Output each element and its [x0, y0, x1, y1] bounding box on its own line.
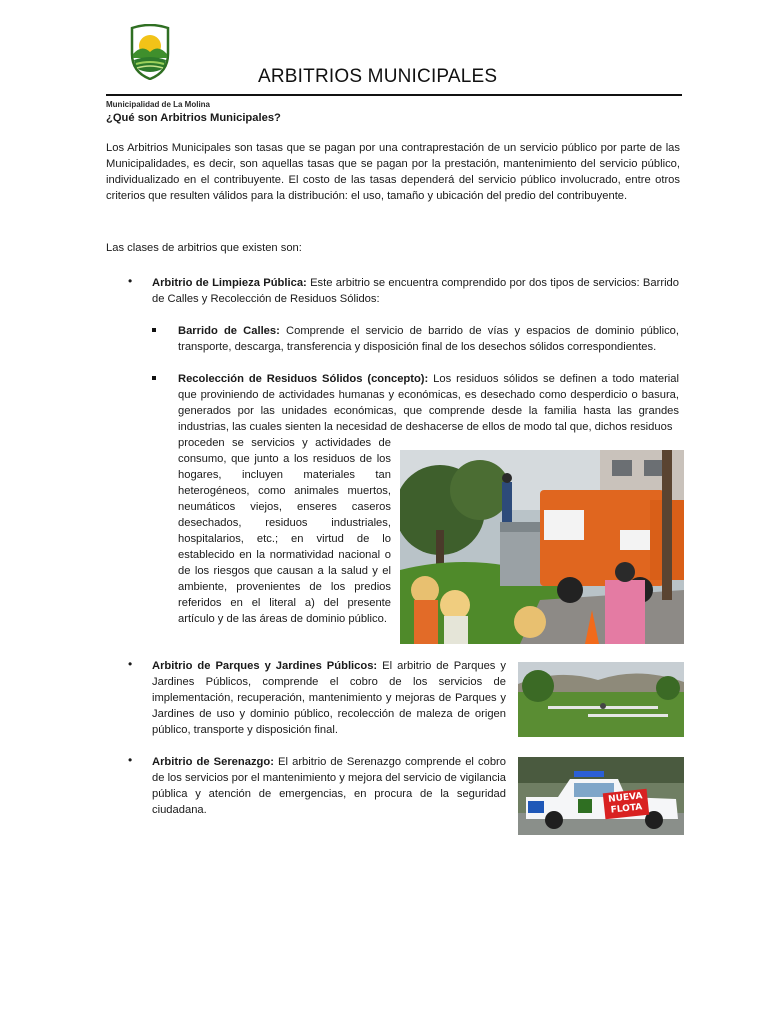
item-text: Comprende el servicio de barrido de vías y espacios de dominio público, transporte, descarga, transferencia y disposición final de los desechos sólidos correspondientes.	[178, 325, 680, 353]
intro-paragraph: Los Arbitrios Municipales son tasas que se pagan por una contraprestación de un servicio público por parte de las Municipalidades, es decir, son aquellas tasas que se pagan por la prestación, mantenimiento del servicio público, individualizado en el contribuyente. El costo de las tasas dependerá del servicio público involucrado, entre otros criterios que resulten válidos para la distribución: el uso, tamaño y ubicación del predio del contribuyente.	[106, 142, 680, 202]
item-title: Barrido de Calles:	[178, 325, 280, 337]
list-item-limpieza	[152, 275, 679, 307]
square-bullet-icon	[152, 328, 156, 332]
item-title: Recolección de Residuos Sólidos (concepto):	[178, 373, 429, 385]
item-text: Este arbitrio se encuentra comprendido por dos tipos de servicios: Barrido de Calles y Recolección de Residuos Sólidos:	[152, 277, 679, 305]
bullet-icon: •	[128, 753, 133, 767]
patrol-vehicle-photo	[518, 757, 684, 835]
patrol-sign-line2: FLOTA	[610, 802, 643, 816]
item-text: El arbitrio de Serenazgo comprende el cobro de los servicios por el mantenimiento y mejora del servicio de vigilancia pública y atención de emergencias, en procura de la seguridad ciudadana.	[152, 756, 506, 816]
intro-question: ¿Qué son Arbitrios Municipales?	[106, 112, 281, 124]
garbage-truck-photo	[400, 450, 684, 644]
list-item-parques	[152, 658, 506, 738]
item-title: Arbitrio de Serenazgo:	[152, 756, 274, 768]
recoleccion-continuation: proceden se servicios y actividades de consumo, que junto a los residuos de los hogares, incluyen materiales tan heterogéneos, como animales muertos, neumáticos viejos, enseres caseros desechados, residuos industriales, hospitalarios, etc.; en virtud de lo establecido en la normatividad nacional o de los riesgos que causan a la salud y el ambiente, provenientes de los predios referidos en el literal a) del presente artículo y de las áreas de dominio público.	[178, 437, 391, 625]
item-title: Arbitrio de Parques y Jardines Públicos:	[152, 660, 378, 672]
item-text: El arbitrio de Parques y Jardines Públicos, comprende el cobro de los servicios de implementación, recuperación, mantenimiento y mejoras de Parques y Jardines de uso y dominio público, recolección de maleza de origen público, transporte y disposición final.	[152, 660, 506, 736]
list-item-serenazgo	[152, 754, 506, 818]
logo-caption: Municipalidad de La Molina	[106, 100, 211, 109]
bullet-icon: •	[128, 274, 133, 288]
list-item-barrido	[178, 323, 679, 355]
list-item-recoleccion	[178, 371, 679, 435]
document-title: ARBITRIOS MUNICIPALES	[258, 66, 498, 87]
item-text: Los residuos sólidos se definen a todo material que proviniendo de actividades humanas y económicas, es desechado como desperdicio o basura, generados por las unidades económicas, que comprende desde la familia hasta las grandes industrias, las cuales sienten la necesidad de deshacerse de ellos de modo tal que, dichos residuos	[178, 373, 679, 433]
classes-lead: Las clases de arbitrios que existen son:	[106, 242, 302, 254]
shield-logo-icon	[128, 24, 172, 80]
municipality-logo	[106, 24, 211, 109]
bullet-icon: •	[128, 657, 133, 671]
square-bullet-icon	[152, 376, 156, 380]
patrol-sign-line1: NUEVA	[607, 791, 643, 805]
park-photo	[518, 662, 684, 737]
header-divider	[106, 94, 682, 96]
item-title: Arbitrio de Limpieza Pública:	[152, 277, 307, 289]
patrol-sign	[603, 789, 649, 819]
